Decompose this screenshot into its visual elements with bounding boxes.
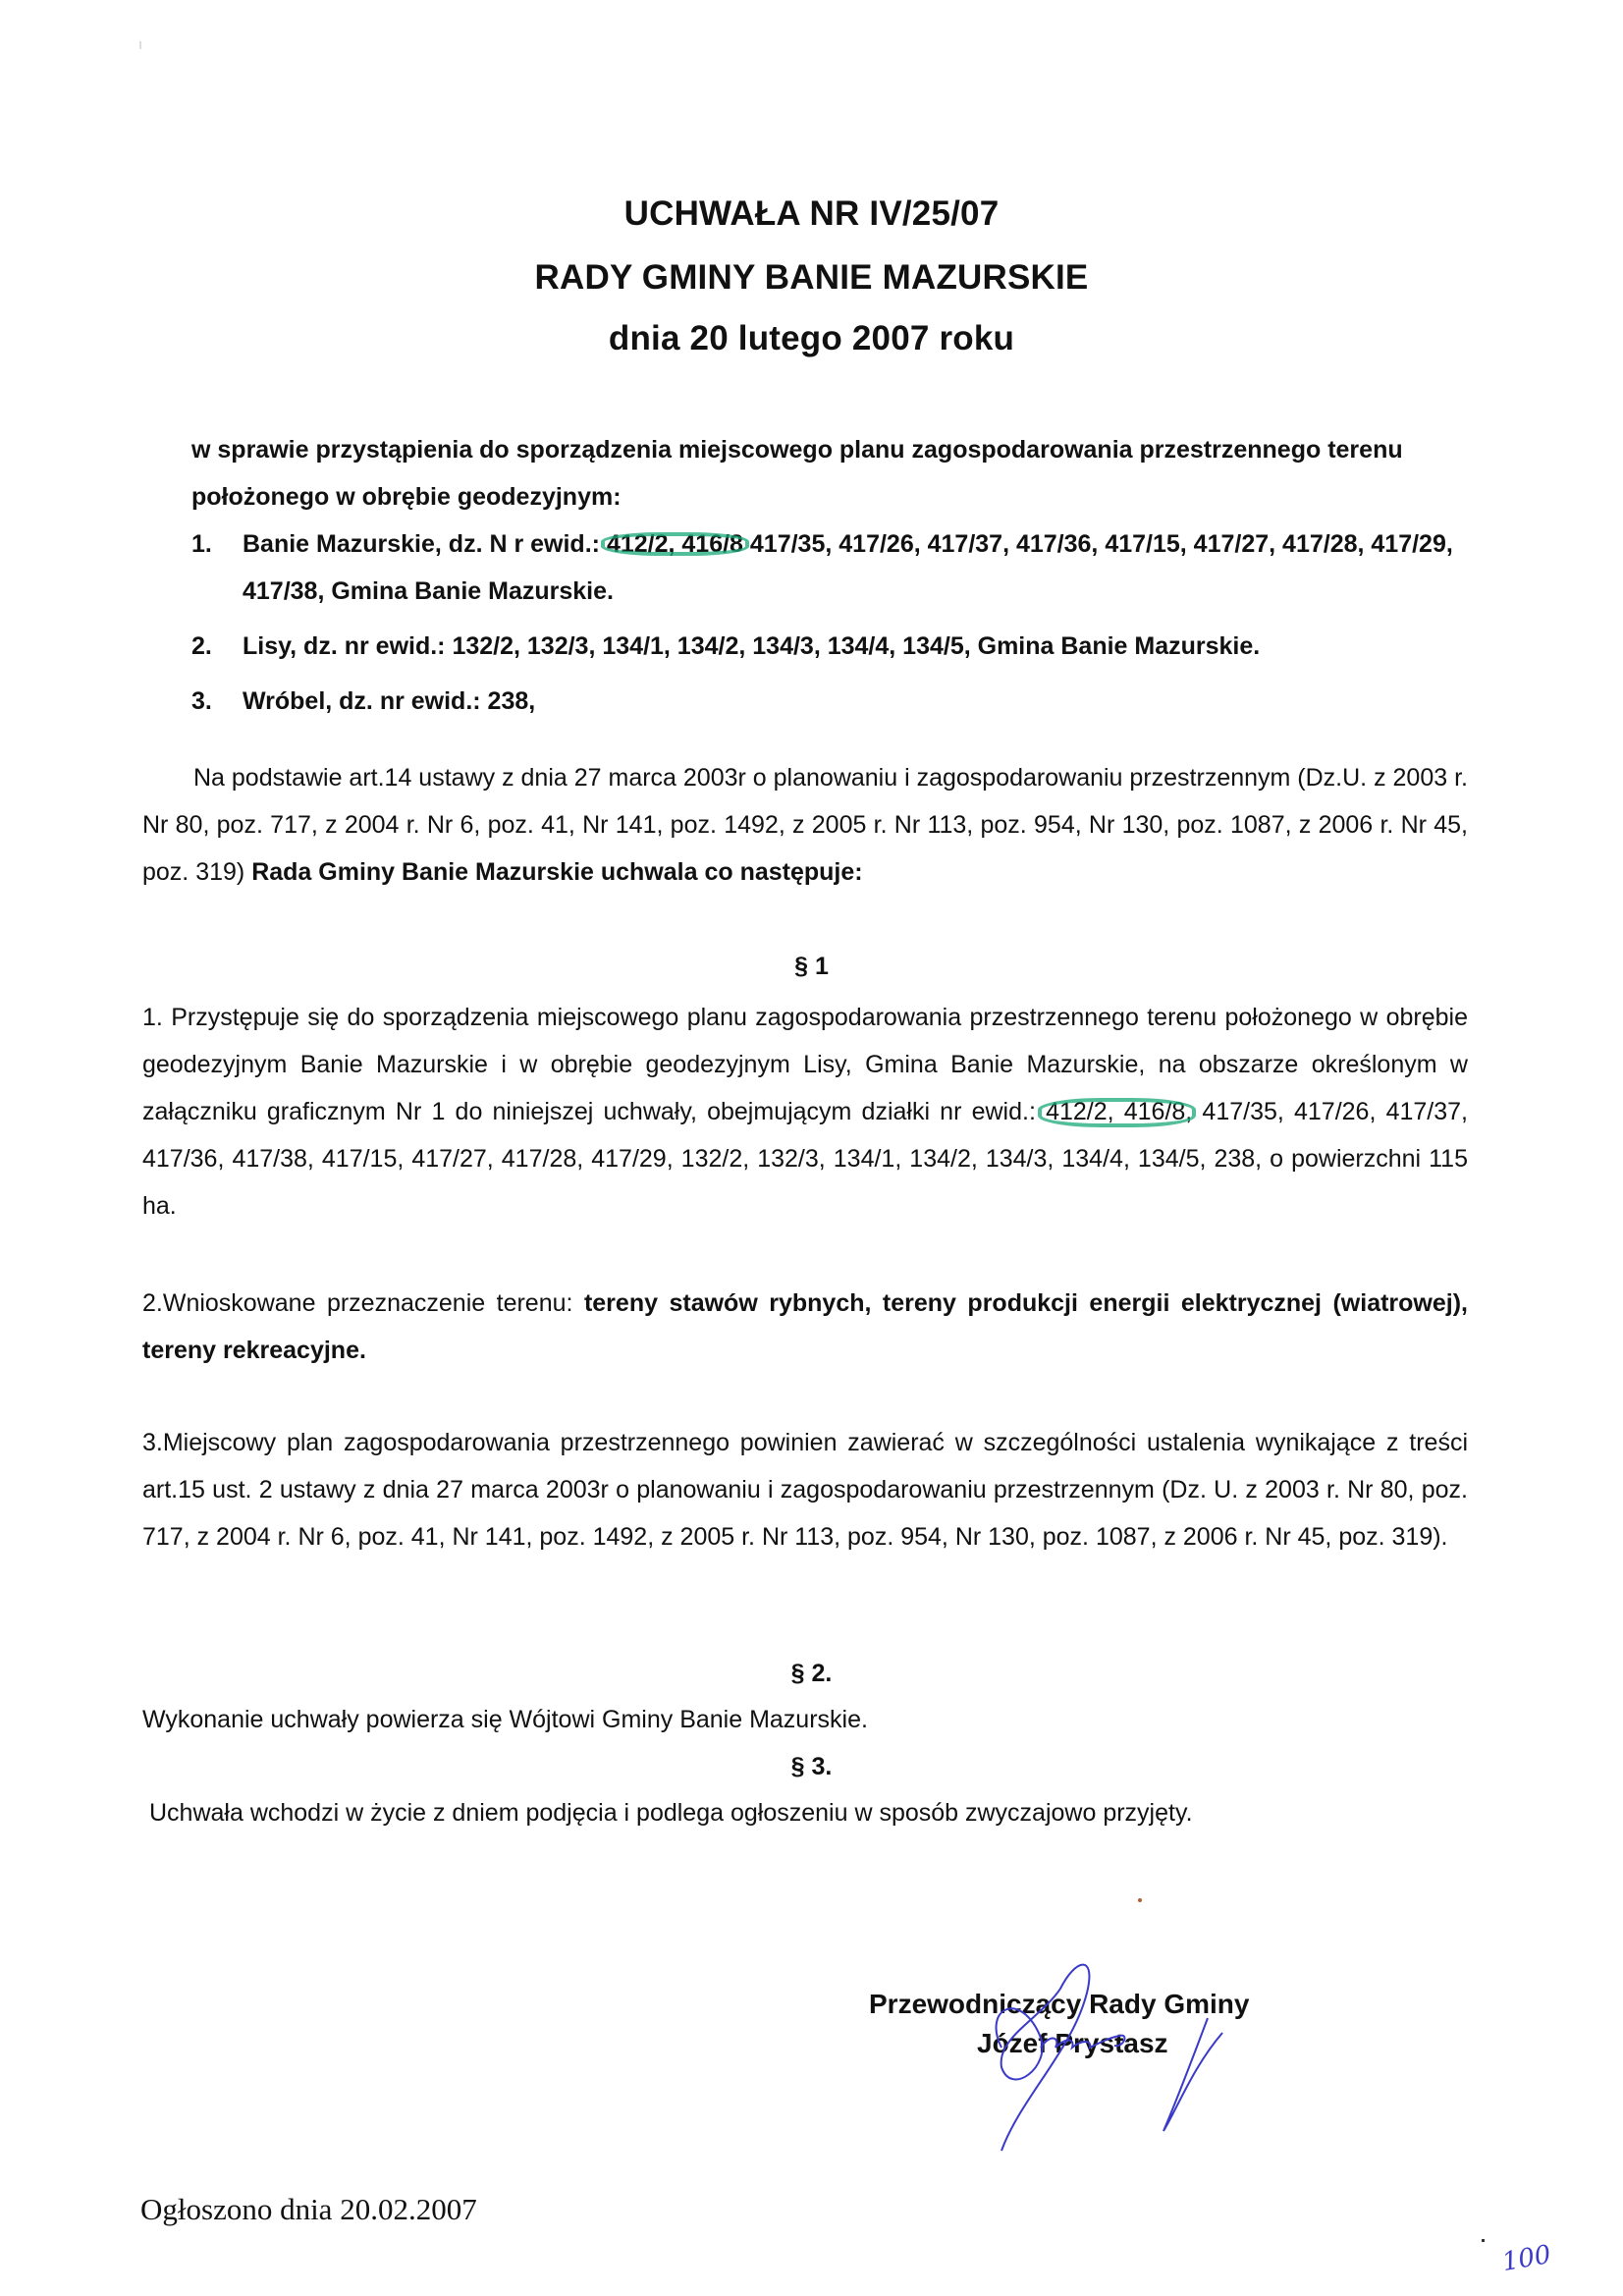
section-2-text: Wykonanie uchwały powierza się Wójtowi Gminy Banie Mazurskie. [142,1706,868,1733]
list-item [191,623,1468,670]
ink-dot [1482,2239,1485,2242]
section-3-text: Uchwała wchodzi w życie z dniem podjęcia i podlega ogłoszeniu w sposób zwyczajowo przyjęty. [149,1799,1193,1827]
section-1-p2-purpose: tereny stawów rybnych, tereny produkcji energii elektrycznej (wiatrowej), tereny rekreacyjne. [142,1289,1468,1364]
legal-basis-paragraph [142,754,1468,896]
plot-list [191,520,1468,725]
list-item-text: Banie Mazurskie, dz. N r ewid.: [243,530,607,558]
resolution-date: dnia 20 lutego 2007 roku [608,319,1015,357]
scan-speck [139,41,141,49]
resolution-number: UCHWAŁA NR IV/25/07 [623,194,1000,233]
list-item-text: Lisy, dz. nr ewid.: 132/2, 132/3, 134/1, 134/2, 134/3, 134/4, 134/5, Gmina Banie Mazurskie. [243,632,1261,660]
announcement-date: Ogłoszono dnia 20.02.2007 [140,2192,477,2226]
section-1-p1-text: 1. Przystępuje się do sporządzenia miejscowego planu zagospodarowania przestrzennego terenu położonego w obrębie geodezyjnym Banie Mazurskie i w obrębie geodezyjnym Lisy, Gmina Banie Mazurskie, na obszarze określonym w załączniku graficznym Nr 1 do niniejszej uchwały, obejmującym działki nr ewid.: [142,1004,1468,1125]
subject-text: w sprawie przystąpienia do sporządzenia miejscowego planu zagospodarowania przestrzennego terenu położonego w obrębie geodezyjnym: [191,436,1403,511]
legal-basis-text: Na podstawie art.14 ustawy z dnia 27 marca 2003r o planowaniu i zagospodarowaniu przestrzennym (Dz.U. z 2003 r. Nr 80, poz. 717, z 2004 r. Nr 6, poz. 41, Nr 141, poz. 1492, z 2005 r. Nr 113, poz. 954, Nr 130, poz. 1087, z 2006 r. Nr 45, poz. 319) [142,764,1468,886]
section-3-title: § 3. [790,1753,833,1780]
list-item [191,678,1468,725]
list-item-text-rest: 417/35, 417/26, 417/37, 417/36, 417/15, 417/27, 417/28, 417/29, 417/38, Gmina Banie Mazurskie. [243,530,1453,605]
circled-plots-section [1046,1098,1192,1125]
section-1-title: § 1 [794,953,829,980]
circled-plots [607,530,743,558]
circled-plots-text: 412/2, 416/8 [606,530,743,558]
green-marker-circle [1038,1098,1196,1127]
section-2-title: § 2. [790,1660,833,1687]
handwritten-page-number: 100 [1499,2239,1553,2278]
list-item-number: 1. [191,530,212,558]
section-1-paragraph-1 [142,994,1468,1230]
section-1-p2-text: 2.Wnioskowane przeznaczenie terenu: [142,1289,584,1317]
list-item-number: 2. [191,632,212,660]
signatory-name: Józef Prystasz [977,2028,1168,2058]
council-name: RADY GMINY BANIE MAZURSKIE [534,258,1089,297]
list-item-text: Wróbel, dz. nr ewid.: 238, [243,687,536,715]
list-item [191,520,1468,615]
handwritten-signature [982,1949,1237,2156]
circled-plots-section-text: 412/2, 416/8, [1046,1098,1193,1125]
section-1-paragraph-3: 3.Miejscowy plan zagospodarowania przestrzennego powinien zawierać w szczególności ustalenia wynikające z treści art.15 ust. 2 ustawy z dnia 27 marca 2003r o planowaniu i zagospodarowaniu przestrzennym (Dz. U. z 2003 r. Nr 80, poz. 717, z 2004 r. Nr 6, poz. 41, Nr 141, poz. 1492, z 2005 r. Nr 113, poz. 954, Nr 130, poz. 1087, z 2006 r. Nr 45, poz. 319). [142,1429,1468,1551]
ink-dot [1138,1898,1142,1902]
list-item-number: 3. [191,687,212,715]
green-marker-circle [601,532,749,556]
signatory-title: Przewodniczący Rady Gminy [869,1989,1250,2019]
legal-basis-enactment: Rada Gminy Banie Mazurskie uchwala co następuje: [251,858,863,886]
section-1-p1-text-rest: 417/35, 417/26, 417/37, 417/36, 417/38, 417/15, 417/27, 417/28, 417/29, 132/2, 132/3, 134/1, 134/2, 134/3, 134/4, 134/5, 238, o powierzchni 115 ha. [142,1098,1468,1220]
section-1-paragraph-2 [142,1280,1468,1374]
